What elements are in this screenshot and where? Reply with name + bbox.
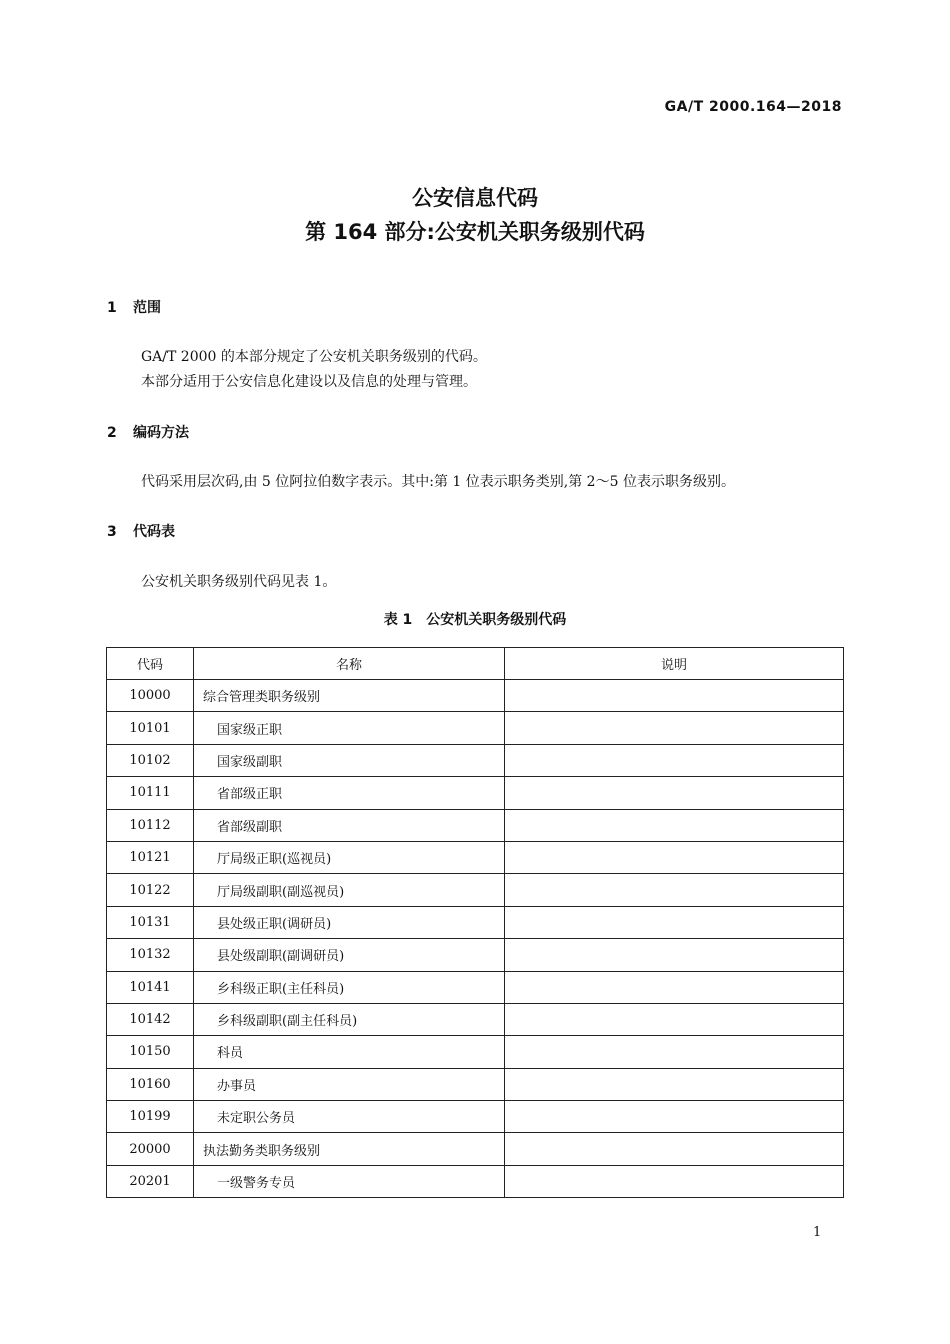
cell-description	[505, 777, 844, 809]
cell-description	[505, 906, 844, 938]
cell-code: 10111	[107, 777, 194, 809]
code-table	[106, 647, 844, 1198]
paragraph: 代码采用层次码,由 5 位阿拉伯数字表示。其中:第 1 位表示职务类别,第 2～5 位表示职务级别。	[141, 474, 735, 490]
cell-name: 办事员	[194, 1068, 505, 1100]
cell-name: 一级警务专员	[194, 1165, 505, 1197]
cell-description	[505, 971, 844, 1003]
table-row	[107, 841, 844, 873]
cell-description	[505, 1036, 844, 1068]
cell-name: 综合管理类职务级别	[194, 680, 505, 712]
cell-description	[505, 874, 844, 906]
document-subtitle: 第 164 部分:公安机关职务级别代码	[305, 220, 645, 244]
table-row	[107, 939, 844, 971]
cell-name: 厅局级副职(副巡视员)	[194, 874, 505, 906]
table-row	[107, 1101, 844, 1133]
table-row	[107, 744, 844, 776]
standard-code: GA/T 2000.164—2018	[664, 99, 842, 115]
table-row	[107, 1003, 844, 1035]
table-row	[107, 712, 844, 744]
cell-name: 县处级正职(调研员)	[194, 906, 505, 938]
document-title: 公安信息代码	[412, 186, 538, 210]
section-heading-scope	[107, 297, 161, 317]
cell-name: 未定职公务员	[194, 1101, 505, 1133]
cell-code: 10000	[107, 680, 194, 712]
cell-description	[505, 744, 844, 776]
table-row	[107, 1036, 844, 1068]
column-header-description: 说明	[505, 648, 844, 680]
cell-code: 10131	[107, 906, 194, 938]
cell-code: 10150	[107, 1036, 194, 1068]
cell-code: 10160	[107, 1068, 194, 1100]
section-heading-encoding	[107, 422, 189, 442]
section-title: 代码表	[133, 524, 175, 540]
cell-code: 10102	[107, 744, 194, 776]
cell-name: 科员	[194, 1036, 505, 1068]
table-row	[107, 1165, 844, 1197]
cell-name: 国家级正职	[194, 712, 505, 744]
cell-code: 10199	[107, 1101, 194, 1133]
paragraph: 本部分适用于公安信息化建设以及信息的处理与管理。	[141, 374, 477, 390]
section-heading-code-table	[107, 521, 175, 541]
cell-description	[505, 712, 844, 744]
cell-name: 乡科级正职(主任科员)	[194, 971, 505, 1003]
table-header-row	[107, 648, 844, 680]
table-row	[107, 1133, 844, 1165]
cell-description	[505, 1068, 844, 1100]
cell-description	[505, 841, 844, 873]
cell-code: 10141	[107, 971, 194, 1003]
cell-code: 10122	[107, 874, 194, 906]
table-row	[107, 809, 844, 841]
table-row	[107, 777, 844, 809]
cell-name: 县处级副职(副调研员)	[194, 939, 505, 971]
cell-name: 乡科级副职(副主任科员)	[194, 1003, 505, 1035]
cell-description	[505, 1133, 844, 1165]
cell-code: 10112	[107, 809, 194, 841]
cell-name: 国家级副职	[194, 744, 505, 776]
page-number: 1	[813, 1225, 822, 1240]
table-row	[107, 971, 844, 1003]
cell-code: 10101	[107, 712, 194, 744]
cell-code: 10132	[107, 939, 194, 971]
cell-description	[505, 1165, 844, 1197]
cell-name: 省部级正职	[194, 777, 505, 809]
paragraph: GA/T 2000 的本部分规定了公安机关职务级别的代码。	[141, 349, 487, 365]
section-title: 编码方法	[133, 425, 189, 441]
column-header-name: 名称	[194, 648, 505, 680]
cell-code: 20000	[107, 1133, 194, 1165]
table-body	[107, 680, 844, 1198]
paragraph: 公安机关职务级别代码见表 1。	[141, 574, 337, 590]
cell-description	[505, 939, 844, 971]
cell-name: 执法勤务类职务级别	[194, 1133, 505, 1165]
section-title: 范围	[133, 300, 161, 316]
cell-description	[505, 1003, 844, 1035]
cell-description	[505, 680, 844, 712]
column-header-code: 代码	[107, 648, 194, 680]
table-row	[107, 906, 844, 938]
cell-name: 厅局级正职(巡视员)	[194, 841, 505, 873]
section-number: 2	[107, 425, 117, 441]
table-row	[107, 874, 844, 906]
cell-code: 20201	[107, 1165, 194, 1197]
table-caption: 表 1 公安机关职务级别代码	[383, 612, 567, 628]
section-number: 3	[107, 524, 117, 540]
cell-description	[505, 809, 844, 841]
cell-code: 10142	[107, 1003, 194, 1035]
section-number: 1	[107, 300, 117, 316]
table-row	[107, 1068, 844, 1100]
cell-code: 10121	[107, 841, 194, 873]
table-row	[107, 680, 844, 712]
cell-name: 省部级副职	[194, 809, 505, 841]
cell-description	[505, 1101, 844, 1133]
